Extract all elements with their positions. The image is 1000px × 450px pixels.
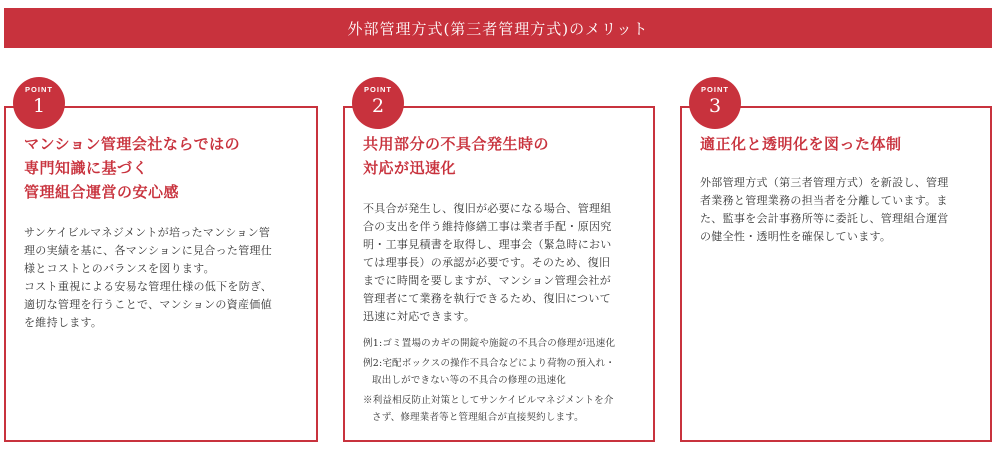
disclaimer-note: ※利益相反防止対策としてサンケイビルマネジメントを介 [363, 395, 614, 406]
description-line: を維持します。 [24, 316, 103, 329]
point-description [700, 174, 976, 246]
merits-banner [4, 8, 992, 48]
example-note: 例1:ゴミ置場のカギの開錠や施錠の不具合の修理が迅速化 [363, 338, 616, 349]
description-line: 適切な管理を行うことで、マンションの資産価値 [24, 298, 272, 311]
point-badge-label: POINT [25, 85, 53, 94]
example-note: 取出しができない等の不具合の修理の迅速化 [372, 375, 567, 386]
description-line: 迅速に対応できます。 [363, 310, 476, 323]
description-line: までに時間を要しますが、マンション管理会社が [363, 274, 612, 287]
description-line: ては理事長）の承認が必要です。そのため、復旧 [363, 256, 611, 269]
banner-title: 外部管理方式(第三者管理方式)のメリット [347, 19, 649, 38]
point-description [24, 224, 302, 332]
example-notes [363, 335, 643, 426]
point-badge-3 [689, 77, 741, 129]
point-description [363, 200, 639, 326]
point-badge-number: 1 [32, 95, 46, 117]
example-note: 例2:宅配ボックスの操作不具合などにより荷物の預入れ・ [363, 358, 616, 369]
point-badge-label: POINT [701, 85, 729, 94]
description-line: 不具合が発生し、復旧が必要になる場合、管理組 [363, 202, 612, 215]
description-line: 管理者にて業務を執行できるため、復旧について [363, 292, 611, 305]
point-card-2 [343, 85, 655, 442]
point-badge-number: 3 [708, 95, 722, 117]
point-badge-2 [352, 77, 404, 129]
point-title-line: マンション管理会社ならではの [24, 135, 241, 153]
point-title-line: 管理組合運営の安心感 [24, 183, 180, 201]
point-title [700, 132, 978, 156]
point-title [24, 132, 304, 204]
point-title [363, 132, 641, 180]
description-line: の健全性・透明性を確保しています。 [700, 230, 892, 243]
point-title-line: 共用部分の不具合発生時の [363, 135, 550, 153]
point-badge-label: POINT [364, 85, 392, 94]
description-line: 外部管理方式（第三者管理方式）を新設し、管理 [700, 176, 949, 189]
description-line: 者業務と管理業務の担当者を分離しています。ま [700, 194, 948, 207]
description-line: 明・工事見積書を取得し、理事会（緊急時におい [363, 238, 612, 251]
description-line: 様とコストとのバランスを図ります。 [24, 262, 215, 275]
description-line: 理の実績を基に、各マンションに見合った管理仕 [24, 244, 273, 257]
point-badge-number: 2 [371, 95, 385, 117]
point-card-3 [680, 85, 992, 442]
point-title-line: 適正化と透明化を図った体制 [700, 135, 902, 153]
description-line: サンケイビルマネジメントが培ったマンション管 [24, 226, 271, 239]
description-line: 合の支出を伴う維持修繕工事は業者手配・原因究 [363, 220, 612, 233]
point-title-line: 専門知識に基づく [24, 159, 149, 177]
point-badge-1 [13, 77, 65, 129]
point-card-1 [4, 85, 318, 442]
description-line: コスト重視による安易な管理仕様の低下を防ぎ、 [24, 280, 273, 293]
disclaimer-note: さず、修理業者等と管理組合が直接契約します。 [372, 412, 584, 423]
description-line: た、監事を会計事務所等に委託し、管理組合運営 [700, 212, 949, 225]
point-title-line: 対応が迅速化 [363, 159, 457, 177]
